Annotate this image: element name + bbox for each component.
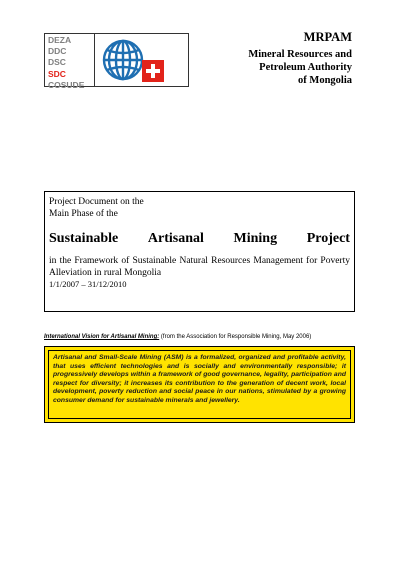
sdc-logo [44,33,189,90]
vision-text: Artisanal and Small-Scale Mining (ASM) is a formalized, organized and profitable activity, that uses efficient technologies and is socially and environmentally responsible; it progressively develops within a framework of good governance, legality, participation and respect for diversity; it increases its contribution to the generation of decent work, local development, poverty reduction and social peace in our nations, stimulated by a growing consumer demand for sustainable minerals and jewellery. [48,350,351,419]
intro-line-2: Main Phase of the [49,208,118,219]
logo-graphics [95,34,188,86]
vision-heading-title: International Vision for Artisanal Mining: [44,334,160,340]
project-dates: 1/1/2007 – 31/12/2010 [49,279,127,289]
agency-deza: DEZA [48,35,72,45]
vision-heading-source: (from the Association for Responsible Mining, May 2006) [159,334,312,340]
swiss-cross-icon [142,60,164,82]
title-word: Mining [233,231,278,246]
org-title: MRPAM [303,30,352,44]
vision-heading [44,334,311,340]
title-word: Sustainable [49,231,119,246]
agency-dsc: DSC [48,57,66,68]
org-header [248,30,352,87]
title-word: Artisanal [147,231,204,246]
project-box [44,191,355,312]
globe-icon [101,38,145,82]
org-line-2: Petroleum Authority [259,62,352,73]
intro-line-1: Project Document on the [49,197,144,207]
org-line-3: of Mongolia [298,75,352,86]
agency-cosude: COSUDE [48,79,85,90]
org-line-1: Mineral Resources and [248,49,352,60]
agency-names [45,34,94,90]
agency-sdc: SDC [48,68,66,79]
title-word: Project [306,231,350,246]
agency-ddc: DDC [48,46,67,57]
project-title [49,231,350,247]
framework-text: in the Framework of Sustainable Natural Resources Management for Poverty Alleviation in rural Mongolia [49,256,350,278]
vision-box [44,346,355,423]
